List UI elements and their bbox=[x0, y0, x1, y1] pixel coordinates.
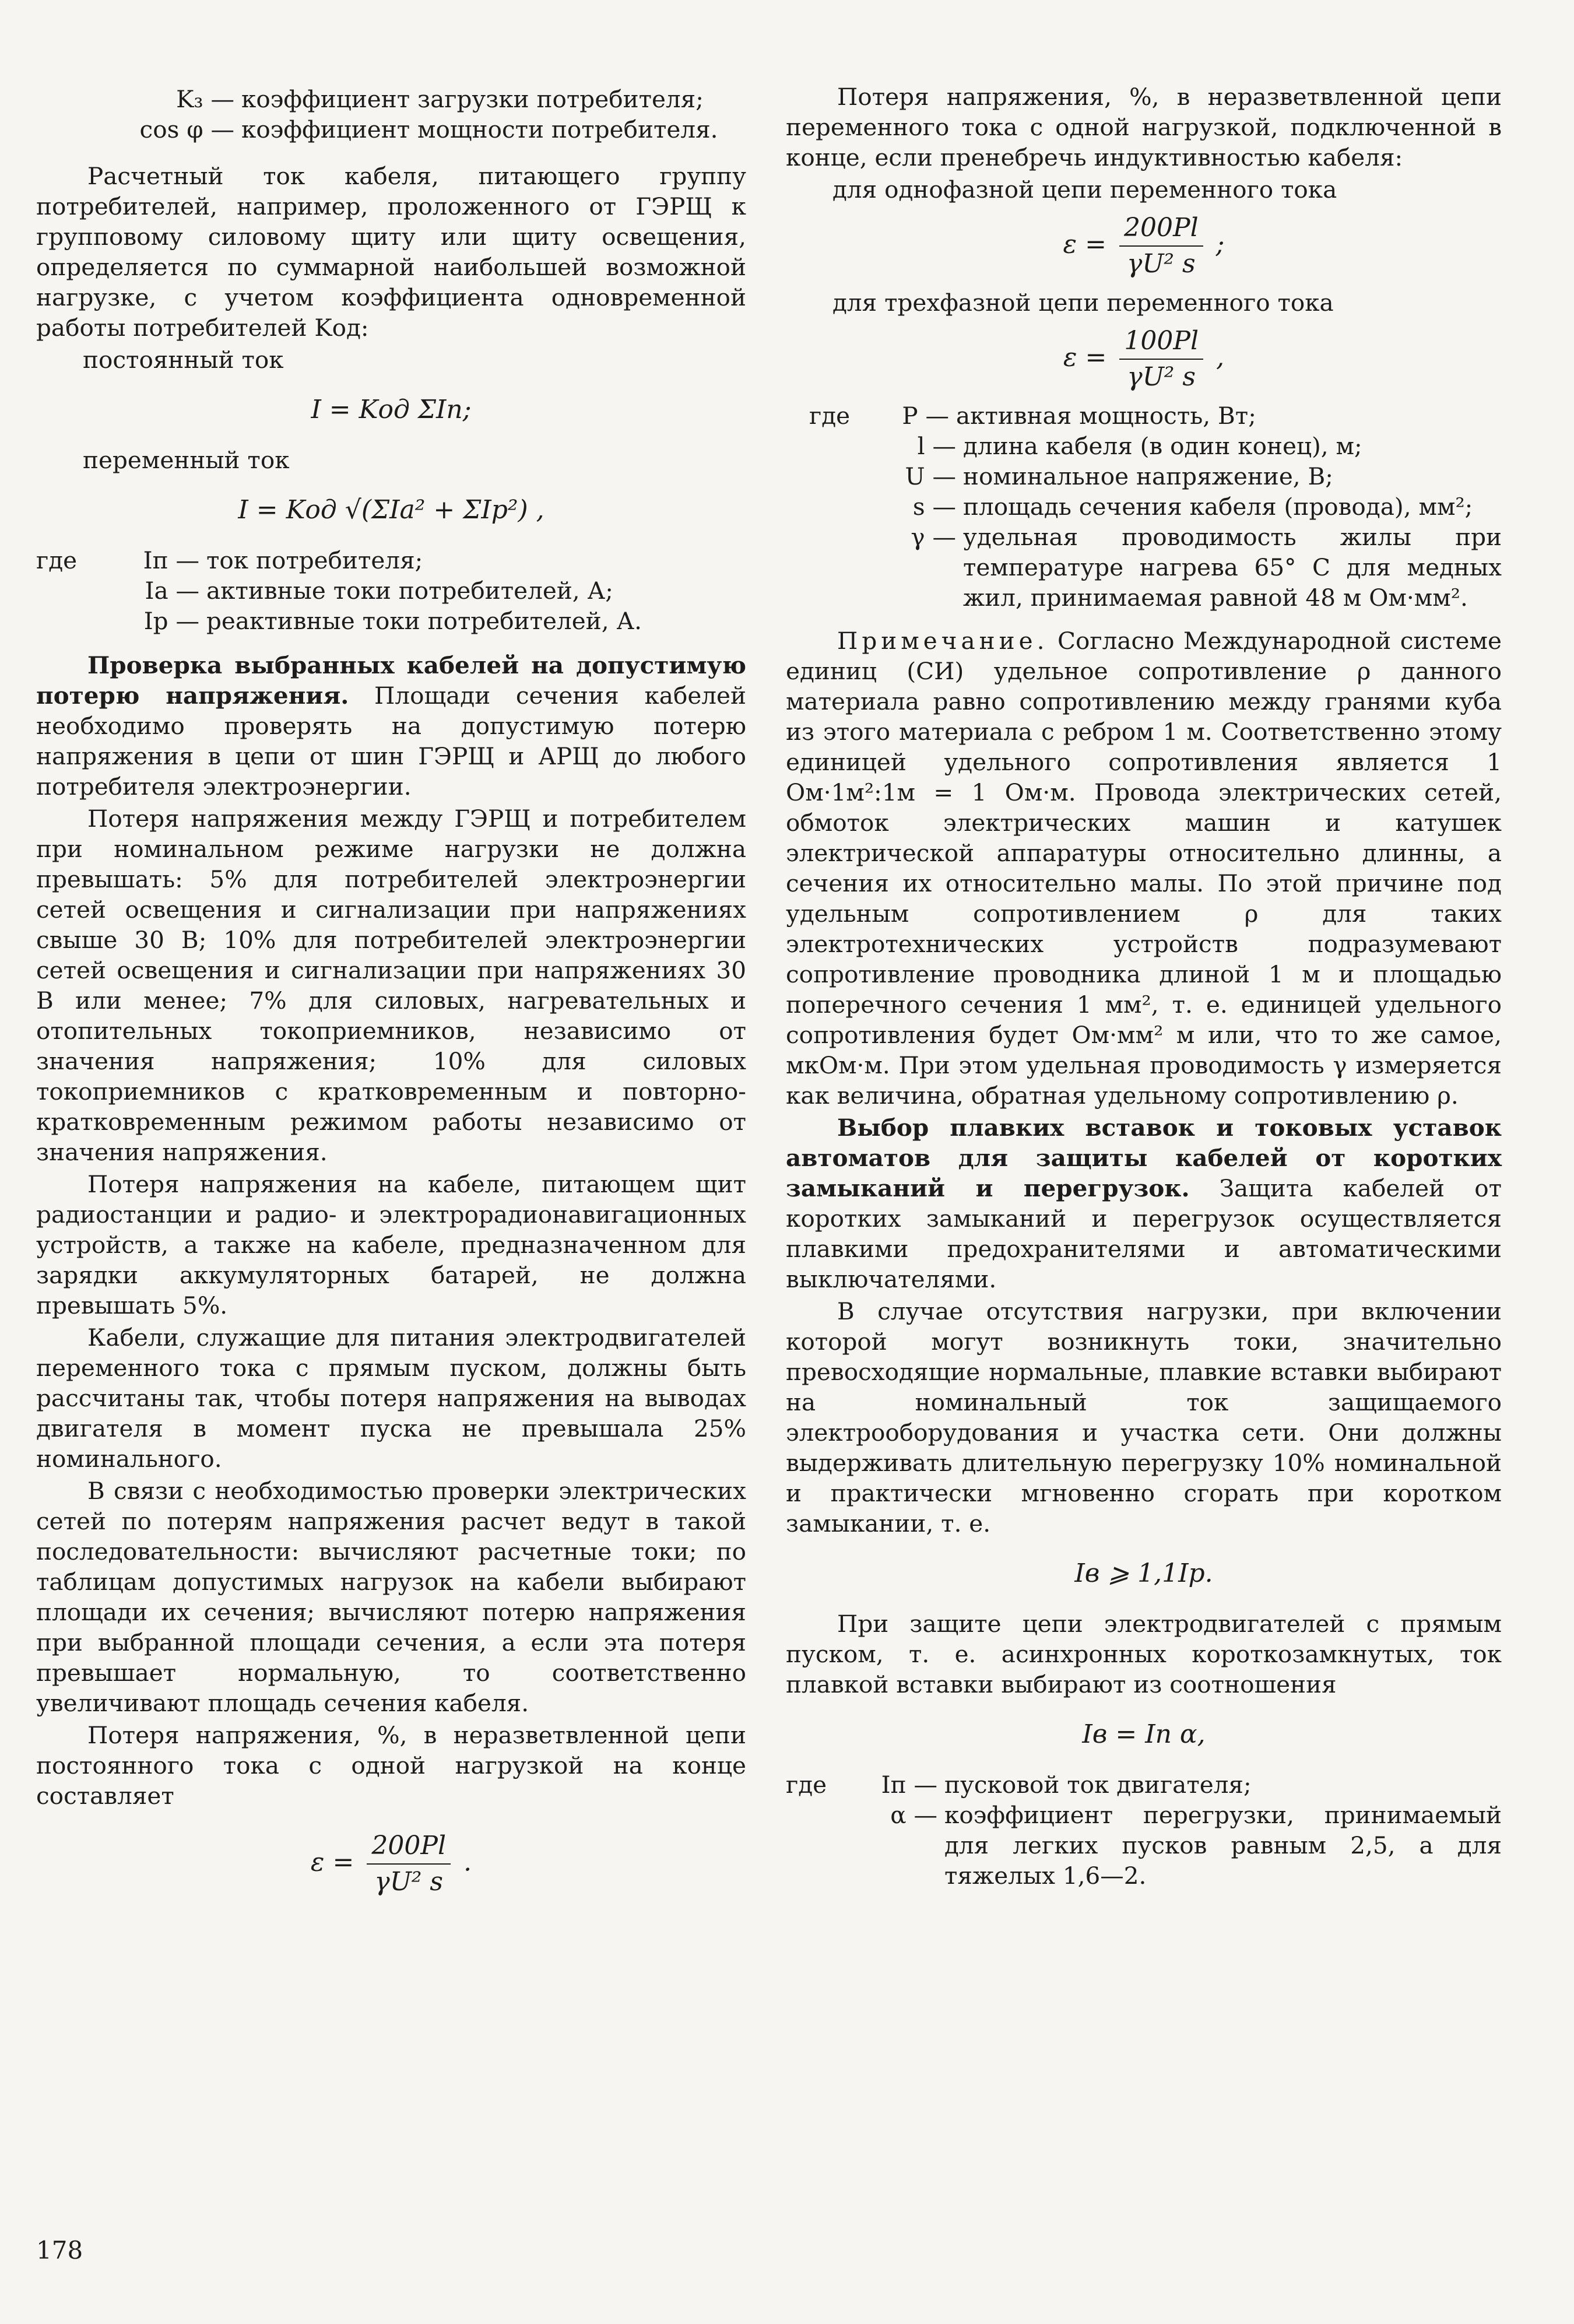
formula-lhs: ε = bbox=[310, 1847, 354, 1877]
definition-symbol: Iп — bbox=[881, 1771, 937, 1799]
formula-denominator: γU² s bbox=[1127, 249, 1196, 279]
paragraph-calculation-order: В связи с необходимостью проверки электрических сетей по потерям напряжения расчет ведут в такой последовательности: вычисляют расчетные токи; по таблицам допустимых нагрузок на кабели выбирают площади их сечения; вычисляют потерю напряжения при выбранной площади сечения, а если эта потеря превышает нормальную, то соответственно увеличивают площадь сечения кабеля. bbox=[36, 1477, 746, 1717]
definition-text: длина кабеля (в один конец), м; bbox=[963, 432, 1362, 460]
definition-row bbox=[786, 492, 1502, 522]
label-direct-current: постоянный ток bbox=[83, 346, 284, 374]
formula-tail: . bbox=[463, 1847, 472, 1877]
where-label: где bbox=[809, 402, 851, 430]
definition-symbol: Iа — bbox=[145, 577, 199, 605]
definition-row bbox=[786, 522, 1502, 613]
section-heading: Выбор плавких вставок и токовых уставок автоматов для защиты кабелей от коротких замыканий и перегрузок. bbox=[786, 1114, 1502, 1202]
definition-text: номинальное напряжение, В; bbox=[963, 462, 1333, 490]
formula-denominator: γU² s bbox=[374, 1867, 444, 1897]
note-label: Примечание. bbox=[837, 627, 1049, 655]
left-column bbox=[36, 82, 746, 1917]
definition-row bbox=[36, 114, 746, 145]
paragraph-design-current: Расчетный ток кабеля, питающего группу потребителей, например, проложенного от ГЭРЩ к групповому силовому щиту или щиту освещения, определяется по суммарной наибольшей возможной нагрузке, с учетом коэффициента одновременной работы потребителей Kод: bbox=[36, 162, 746, 342]
formula-single-phase bbox=[786, 210, 1502, 282]
paragraph-text: Площади сечения кабелей необходимо проверять на допустимую потерю напряжения в цепи от шин ГЭРЩ и АРЩ до любого потребителя электроэнергии. bbox=[36, 682, 746, 801]
note-text: Согласно Международной системе единиц (СИ) удельное сопротивление ρ данного материала равно сопротивлению между гранями куба из этого материала с ребром 1 м. Соответственно этому единицей удельного сопротивления является 1 Ом·1м²:1м = 1 Ом·м. Провода электрических сетей, обмоток электрических машин и катушек электрической аппаратуры относительно длинны, а сечения их относительно малы. По этой причине под удельным сопротивлением ρ для таких электротехнических устройств подразумевают сопротивление проводника длиной 1 м и площадью поперечного сечения 1 мм², т. е. единицей удельного сопротивления будет Ом·мм² м или, что то же самое, мкОм·м. При этом удельная проводимость γ измеряется как величина, обратная удельному сопротивлению ρ. bbox=[786, 627, 1502, 1110]
formula-three-phase bbox=[786, 324, 1502, 395]
definition-text: ток потребителя; bbox=[206, 546, 423, 574]
formula-fraction bbox=[1119, 210, 1203, 282]
formula-tail: ; bbox=[1215, 229, 1225, 259]
definition-row bbox=[36, 606, 746, 636]
formula-fraction bbox=[367, 1828, 451, 1900]
definition-text: реактивные токи потребителей, А. bbox=[206, 607, 642, 635]
paragraph-text: Защита кабелей от коротких замыканий и перегрузок осуществляется плавкими предохранителями и автоматическими выключателями. bbox=[786, 1174, 1502, 1293]
formula-denominator: γU² s bbox=[1127, 362, 1196, 392]
definition-row bbox=[786, 1770, 1502, 1800]
formula-numerator: 200Pl bbox=[367, 1828, 451, 1865]
definition-symbol: cos φ — bbox=[139, 115, 234, 143]
paragraph-dc-loss: Потеря напряжения, %, в неразветвленной цепи постоянного тока с одной нагрузкой на конце составляет bbox=[36, 1721, 746, 1810]
paragraph-motor-protection: При защите цепи электродвигателей с прямым пуском, т. е. асинхронных короткозамкнутых, ток плавкой вставки выбирают из соотношения bbox=[786, 1610, 1502, 1698]
formula-alternating-current: I = Kод √(ΣIа² + ΣIр²) , bbox=[238, 495, 544, 525]
formula-dc-loss bbox=[36, 1828, 746, 1900]
definition-text: коэффициент перегрузки, принимаемый для легких пусков равным 2,5, а для тяжелых 1,6—2. bbox=[944, 1801, 1502, 1890]
definition-symbol: l — bbox=[917, 432, 956, 460]
definition-text: пусковой ток двигателя; bbox=[944, 1771, 1252, 1799]
right-column bbox=[786, 82, 1502, 1894]
formula-tail: , bbox=[1216, 342, 1225, 373]
definition-row bbox=[786, 431, 1502, 461]
definition-row bbox=[786, 461, 1502, 492]
definitions-loss-formula bbox=[786, 401, 1502, 613]
definition-symbol: Iр — bbox=[143, 607, 199, 635]
paragraph-voltage-loss-check bbox=[36, 650, 746, 802]
definition-text: площадь сечения кабеля (провода), мм²; bbox=[963, 493, 1473, 521]
definition-row bbox=[36, 575, 746, 606]
definition-text: коэффициент мощности потребителя. bbox=[241, 115, 718, 143]
paragraph-radio-cable: Потеря напряжения на кабеле, питающем щит радиостанции и радио- и электрорадионавигационных устройств, а также на кабеле, предназначенном для зарядки аккумуляторных батарей, не должна превышать 5%. bbox=[36, 1170, 746, 1319]
definition-text: активная мощность, Вт; bbox=[956, 402, 1256, 430]
formula-numerator: 100Pl bbox=[1119, 324, 1203, 360]
definitions-currents bbox=[36, 545, 746, 636]
definition-symbol: s — bbox=[912, 493, 956, 521]
paragraph-ac-loss: Потеря напряжения, %, в неразветвленной цепи переменного тока с одной нагрузкой, подключенной в конце, если пренебречь индуктивностью кабеля: bbox=[786, 83, 1502, 171]
section-heading: Проверка выбранных кабелей на допустимую потерю напряжения. bbox=[36, 651, 746, 710]
paragraph-fuse-selection bbox=[786, 1112, 1502, 1294]
paragraph-voltage-loss-limits: Потеря напряжения между ГЭРЩ и потребителем при номинальном режиме нагрузки не должна превышать: 5% для потребителей электроэнергии сетей освещения и сигнализации при напряжениях свыше 30 В; 10% для потребителей электроэнергии сетей освещения и сигнализации при напряжениях 30 В или менее; 7% для силовых, нагревательных и отопительных токоприемников, независимо от значения напряжения; 10% для силовых токоприемников с кратковременным и повторно-кратковременным режимом работы независимо от значения напряжения. bbox=[36, 805, 746, 1166]
definition-text: активные токи потребителей, А; bbox=[206, 577, 613, 605]
formula-numerator: 200Pl bbox=[1119, 210, 1203, 247]
definition-row bbox=[786, 1800, 1502, 1891]
definition-symbol: K₃ — bbox=[176, 85, 234, 113]
definitions-k bbox=[36, 84, 746, 145]
paragraph-motor-cables: Кабели, служащие для питания электродвигателей переменного тока с прямым пуском, должны быть рассчитаны так, чтобы потеря напряжения на выводах двигателя в момент пуска не превышала 25% номинального. bbox=[36, 1324, 746, 1473]
formula-fuse-rated: Iв ⩾ 1,1Iр. bbox=[1074, 1558, 1213, 1588]
formula-lhs: ε = bbox=[1063, 342, 1107, 373]
where-label: где bbox=[36, 546, 78, 574]
page-number: 178 bbox=[36, 2236, 83, 2265]
definition-symbol: P — bbox=[902, 402, 949, 430]
definition-text: удельная проводимость жилы при температуре нагрева 65° С для медных жил, принимаемая равной 48 м Ом·мм². bbox=[963, 523, 1502, 612]
formula-direct-current: I = Kод ΣIп; bbox=[311, 395, 472, 424]
paragraph-no-load: В случае отсутствия нагрузки, при включении которой могут возникнуть токи, значительно превосходящие нормальные, плавкие вставки выбирают на номинальный ток защищаемого электрооборудования и участка сети. Они должны выдерживать длительную перегрузку 10% номинальной и практически мгновенно сгорать при коротком замыкании, т. е. bbox=[786, 1297, 1502, 1537]
definition-symbol: Iп — bbox=[143, 546, 199, 574]
note-si-units bbox=[786, 626, 1502, 1111]
definition-text: коэффициент загрузки потребителя; bbox=[241, 85, 704, 113]
formula-fuse-motor: Iв = Iп α, bbox=[1082, 1719, 1206, 1749]
definition-symbol: U — bbox=[905, 462, 956, 490]
label-alternating-current: переменный ток bbox=[83, 446, 290, 474]
label-single-phase: для однофазной цепи переменного тока bbox=[832, 175, 1337, 203]
where-label: где bbox=[786, 1771, 827, 1799]
formula-lhs: ε = bbox=[1063, 229, 1106, 259]
definitions-fuse-motor bbox=[786, 1770, 1502, 1891]
definition-row bbox=[36, 84, 746, 114]
definition-row bbox=[36, 545, 746, 575]
label-three-phase: для трехфазной цепи переменного тока bbox=[832, 289, 1334, 317]
definition-symbol: α — bbox=[890, 1801, 937, 1829]
definition-row bbox=[786, 401, 1502, 431]
definition-symbol: γ — bbox=[911, 523, 956, 551]
formula-fraction bbox=[1119, 324, 1203, 395]
